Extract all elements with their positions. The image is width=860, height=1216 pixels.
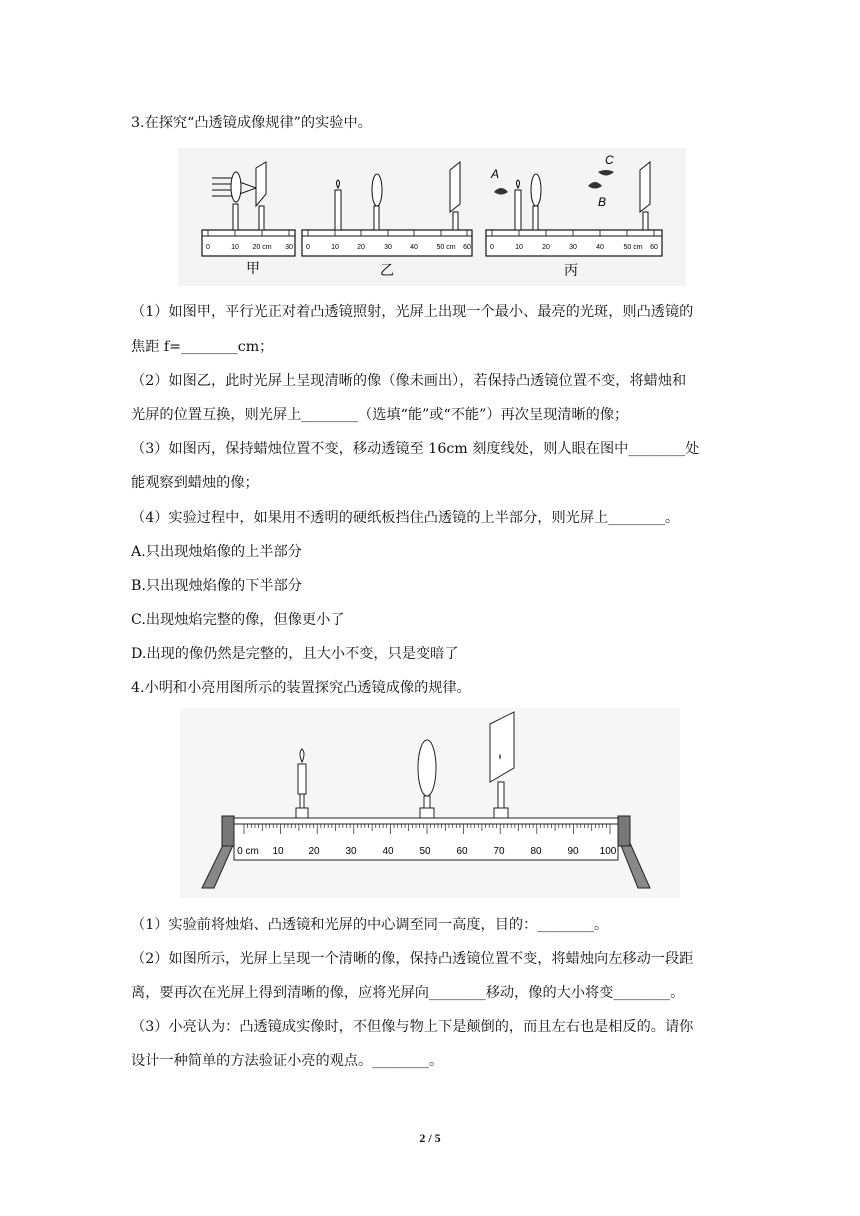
q3-part3-line2: 能观察到蜡烛的像； [131,475,259,491]
q3-part1-line1: （1）如图甲，平行光正对着凸透镜照射，光屏上出现一个最小、最亮的光斑，则凸透镜的 [131,304,694,320]
q3-part2-line1: （2）如图乙，此时光屏上呈现清晰的像（像未画出），若保持凸透镜位置不变，将蜡烛和 [131,373,687,389]
tick-label: 10 [515,244,523,251]
lens-b [372,174,382,206]
question-4-title: 4.小明和小亮用图所示的装置探究凸透镜成像的规律。 [131,680,471,696]
tick-label: 20 [542,244,550,251]
candle [335,190,341,230]
q3-part4-line1: （4）实验过程中，如果用不透明的硬纸板挡住凸透镜的上半部分，则光屏上________。 [131,510,680,526]
optical-rail [234,818,618,824]
tick-label: 20 [357,244,365,251]
q4-part2-line1: （2）如图所示，光屏上呈现一个清晰的像，保持凸透镜位置不变，将蜡烛向左移动一段距 [131,951,694,967]
tick-label: 30 [569,244,577,251]
tick-label: 70 [493,846,505,857]
q4-part3-line1: （3）小亮认为：凸透镜成实像时，不但像与物上下是颠倒的，而且左右也是相反的。请你 [131,1019,694,1035]
tick-label: 10 [331,244,339,251]
eye-label-a: A [491,167,500,181]
candle-flame [517,180,520,188]
left-end-block [222,816,234,846]
lens-a [231,172,241,202]
tick-label: 80 [530,846,542,857]
lens [418,740,436,796]
tick-label: 10 [272,846,284,857]
q3-part1-line2: 焦距 f=________cm； [131,339,274,355]
tick-label: 0 [490,244,494,251]
tick-label: 0 cm [237,846,259,857]
figure-1 [178,148,686,286]
q4-part3-line2: 设计一种简单的方法验证小亮的观点。________。 [131,1053,444,1069]
eye-label-b: B [598,195,607,209]
screen-holder [494,808,508,818]
tick-label: 40 [596,244,604,251]
lens-holder [420,808,434,818]
tick-label: 30 [345,846,357,857]
right-end-block [618,816,630,846]
q3-part3-line1: （3）如图丙，保持蜡烛位置不变，移动透镜至 16cm 刻度线处，则人眼在图中________处 [131,441,700,457]
eye-label-c: C [605,153,614,167]
candle [298,764,306,794]
tick-label: 60 [650,244,658,251]
tick-label: 40 [382,846,394,857]
option-b: B.只出现烛焰像的下半部分 [131,578,302,594]
option-c: C.出现烛焰完整的像，但像更小了 [131,612,345,628]
tick-label: 50 [419,846,431,857]
question-3-title: 3.在探究“凸透镜成像规律”的实验中。 [131,115,372,131]
tick-label: 0 [206,244,210,251]
tick-label: 10 [231,244,239,251]
q4-part1-line1: （1）实验前将烛焰、凸透镜和光屏的中心调至同一高度，目的：________。 [131,917,609,933]
tick-label: 60 [463,244,471,251]
tick-label: 90 [567,846,579,857]
candle-holder [296,808,308,818]
panel-label-c: 丙 [564,262,578,278]
tick-label: 50 cm [436,244,456,251]
tick-label: 30 [384,244,392,251]
figure-2 [180,708,680,898]
panel-label-b: 乙 [380,262,394,278]
panel-label-a: 甲 [246,260,260,276]
option-a: A.只出现烛焰像的上半部分 [131,544,302,560]
lens-c [531,174,541,206]
screen-c [640,162,650,212]
page-number: 2 / 5 [419,1131,441,1145]
candle-flame [337,180,340,188]
tick-label: 50 cm [623,244,643,251]
q4-part2-line2: 离，要再次在光屏上得到清晰的像，应将光屏向________移动，像的大小将变________。 [131,985,685,1001]
candle [515,190,521,230]
tick-label: 0 [306,244,310,251]
tick-label: 20 cm [252,244,272,251]
q3-part2-line2: 光屏的位置互换，则光屏上________（选填“能”或“不能”）再次呈现清晰的像； [131,407,629,423]
tick-label: 30 [285,244,293,251]
tick-label: 20 [308,846,320,857]
screen-b [450,162,460,212]
tick-label: 60 [456,846,468,857]
option-d: D.出现的像仍然是完整的，且大小不变，只是变暗了 [131,646,459,662]
tick-label: 100 [599,846,617,857]
tick-label: 40 [410,244,418,251]
